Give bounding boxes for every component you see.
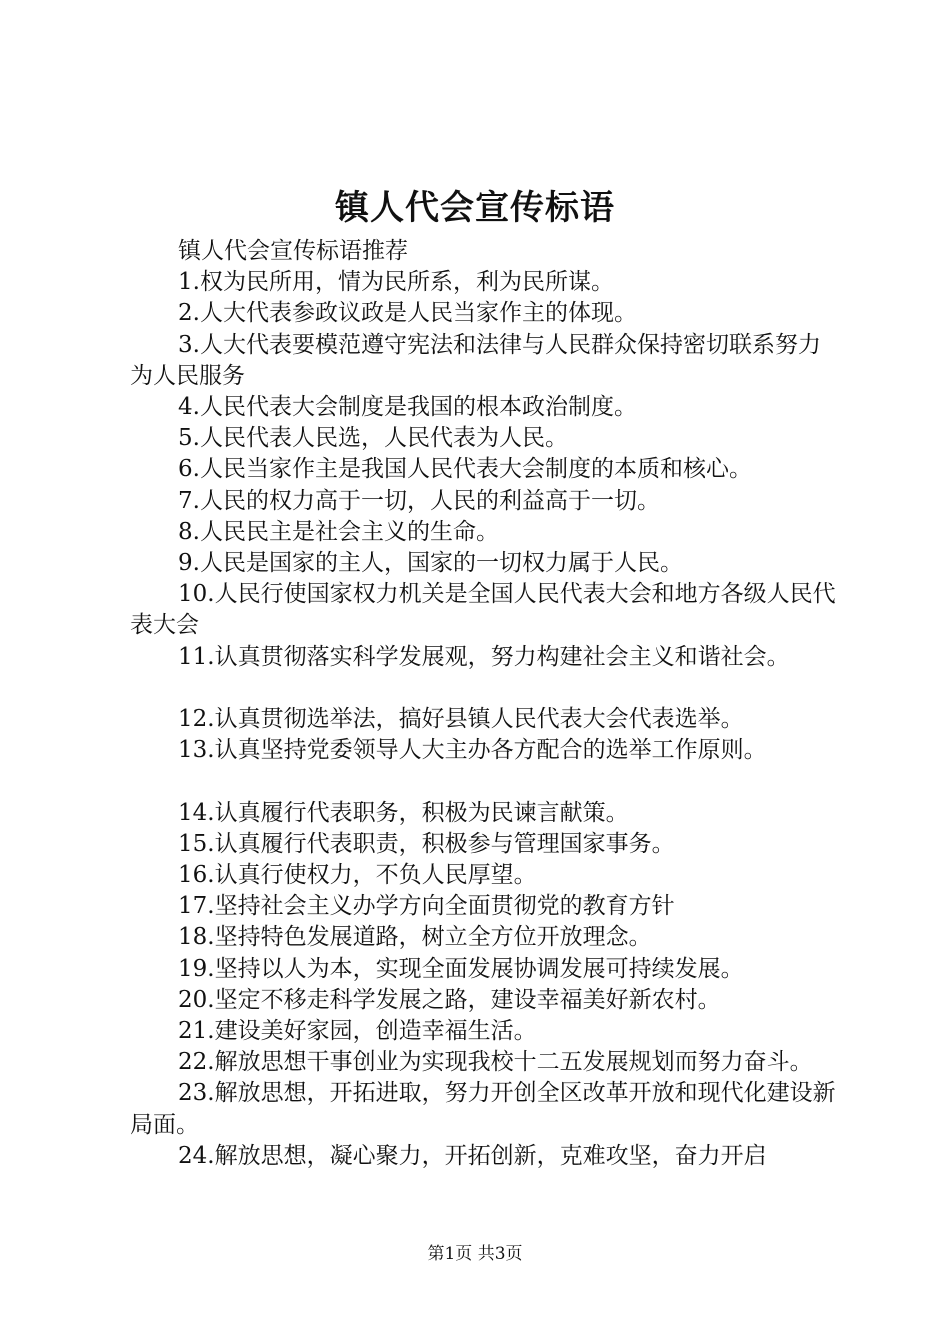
list-item: 11.认真贯彻落实科学发展观，努力构建社会主义和谐社会。 — [178, 643, 790, 670]
list-item: 8.人民民主是社会主义的生命。 — [178, 518, 499, 545]
list-item: 22.解放思想干事创业为实现我校十二五发展规划而努力奋斗。 — [178, 1049, 813, 1076]
blank-line — [130, 766, 840, 797]
list-item: 6.人民当家作主是我国人民代表大会制度的本质和核心。 — [178, 456, 752, 483]
list-item: 20.坚定不移走科学发展之路，建设幸福美好新农村。 — [178, 986, 721, 1013]
list-item: 15.认真履行代表职责，积极参与管理国家事务。 — [178, 830, 675, 857]
list-item: 4.人民代表大会制度是我国的根本政治制度。 — [178, 394, 637, 421]
list-item: 10.人民行使国家权力机关是全国人民代表大会和地方各级人民代表大会 — [130, 581, 836, 639]
list-item: 3.人大代表要模范遵守宪法和法律与人民群众保持密切联系努力为人民服务 — [130, 331, 821, 389]
document-body — [130, 236, 840, 1172]
list-item: 13.认真坚持党委领导人大主办各方配合的选举工作原则。 — [178, 737, 767, 764]
list-item: 5.人民代表人民选，人民代表为人民。 — [178, 425, 568, 452]
page-footer: 第1页 共3页 — [427, 1244, 523, 1264]
list-item: 1.权为民所用，情为民所系，利为民所谋。 — [178, 269, 614, 296]
list-item: 14.认真履行代表职务，积极为民谏言献策。 — [178, 799, 629, 826]
list-item: 2.人大代表参政议政是人民当家作主的体现。 — [178, 300, 637, 327]
blank-line — [130, 673, 840, 704]
list-item: 24.解放思想，凝心聚力，开拓创新，克难攻坚，奋力开启 — [178, 1142, 767, 1169]
page-title: 镇人代会宣传标语 — [335, 188, 615, 228]
list-item: 17.坚持社会主义办学方向全面贯彻党的教育方针 — [178, 893, 675, 920]
list-item: 16.认真行使权力，不负人民厚望。 — [178, 862, 537, 889]
list-item: 21.建设美好家园，创造幸福生活。 — [178, 1018, 537, 1045]
list-item: 7.人民的权力高于一切，人民的利益高于一切。 — [178, 487, 660, 514]
list-item: 9.人民是国家的主人，国家的一切权力属于人民。 — [178, 550, 683, 577]
list-item: 18.坚持特色发展道路，树立全方位开放理念。 — [178, 924, 652, 951]
document-subtitle: 镇人代会宣传标语推荐 — [178, 238, 408, 264]
list-item: 19.坚持以人为本，实现全面发展协调发展可持续发展。 — [178, 955, 744, 982]
list-item: 23.解放思想，开拓进取，努力开创全区改革开放和现代化建设新局面。 — [130, 1080, 836, 1138]
list-item: 12.认真贯彻选举法，搞好县镇人民代表大会代表选举。 — [178, 706, 744, 733]
